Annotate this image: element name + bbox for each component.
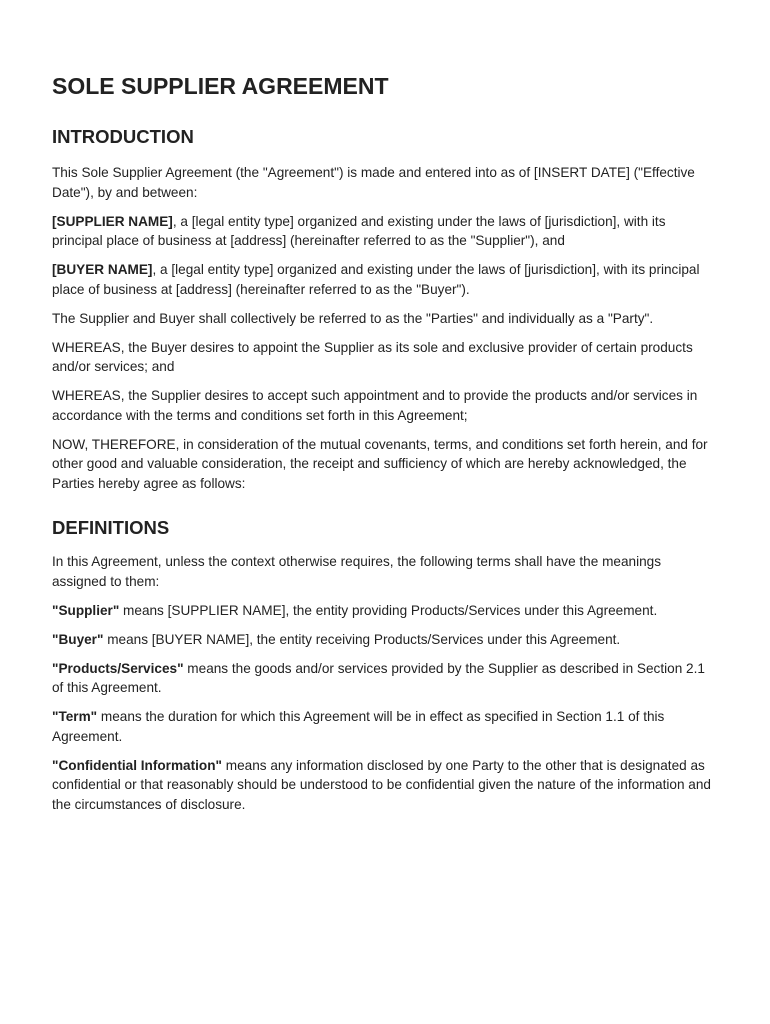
definition-item [52,630,718,650]
parties-paragraph: The Supplier and Buyer shall collectively be referred to as the "Parties" and individually as a "Party". [52,310,654,326]
definition-text: means the duration for which this Agreement will be in effect as specified in Section 1.1 of this Agreement. [52,709,665,744]
document-title: SOLE SUPPLIER AGREEMENT [52,73,389,99]
whereas-buyer-paragraph: WHEREAS, the Buyer desires to appoint the Supplier as its sole and exclusive provider of certain products and/or services; and [52,339,693,374]
buyer-name-placeholder: [BUYER NAME] [52,262,153,277]
supplier-name-placeholder: [SUPPLIER NAME] [52,213,173,229]
definition-item [52,756,718,815]
supplier-party-text: , a [legal entity type] organized and existing under the laws of [jurisdiction], with its principal place of business at [address] (hereinafter referred to as the "Supplier"), and [52,213,666,248]
definition-term: "Confidential Information" [52,757,222,773]
definition-term: "Term" [52,709,98,724]
now-therefore-paragraph: NOW, THEREFORE, in consideration of the mutual covenants, terms, and conditions set forth herein, and for other good and valuable consideration, the receipt and sufficiency of which are hereby acknowledged, the Parties hereby agree as follows: [52,436,708,491]
definition-item [52,601,718,621]
definition-item [52,659,718,698]
whereas-supplier-paragraph: WHEREAS, the Supplier desires to accept such appointment and to provide the products and/or services in accordance with the terms and conditions set forth in this Agreement; [52,388,698,423]
definitions-intro: In this Agreement, unless the context otherwise requires, the following terms shall have the meanings assigned to them: [52,554,662,589]
supplier-party-paragraph [52,212,718,251]
definition-text: means any information disclosed by one Party to the other that is designated as confidential or that reasonably should be understood to be confidential given the nature of the information and the circumstances of disclosure. [52,757,711,812]
definition-term: "Supplier" [52,602,120,618]
intro-paragraph: This Sole Supplier Agreement (the "Agreement") is made and entered into as of [INSERT DATE] ("Effective Date"), by and between: [52,165,695,200]
definition-text: means the goods and/or services provided by the Supplier as described in Section 2.1 of this Agreement. [52,660,705,695]
definition-item [52,707,718,746]
buyer-party-text: , a [legal entity type] organized and existing under the laws of [jurisdiction], with its principal place of business at [address] (hereinafter referred to as the "Buyer"). [52,262,700,297]
definition-text: means [SUPPLIER NAME], the entity providing Products/Services under this Agreement. [119,602,658,618]
introduction-heading: INTRODUCTION [52,126,194,147]
definition-text: means [BUYER NAME], the entity receiving Products/Services under this Agreement. [103,631,621,647]
definitions-heading: DEFINITIONS [52,517,170,538]
buyer-party-paragraph [52,260,718,299]
definition-term: "Buyer" [52,631,104,647]
definition-term: "Products/Services" [52,660,184,676]
